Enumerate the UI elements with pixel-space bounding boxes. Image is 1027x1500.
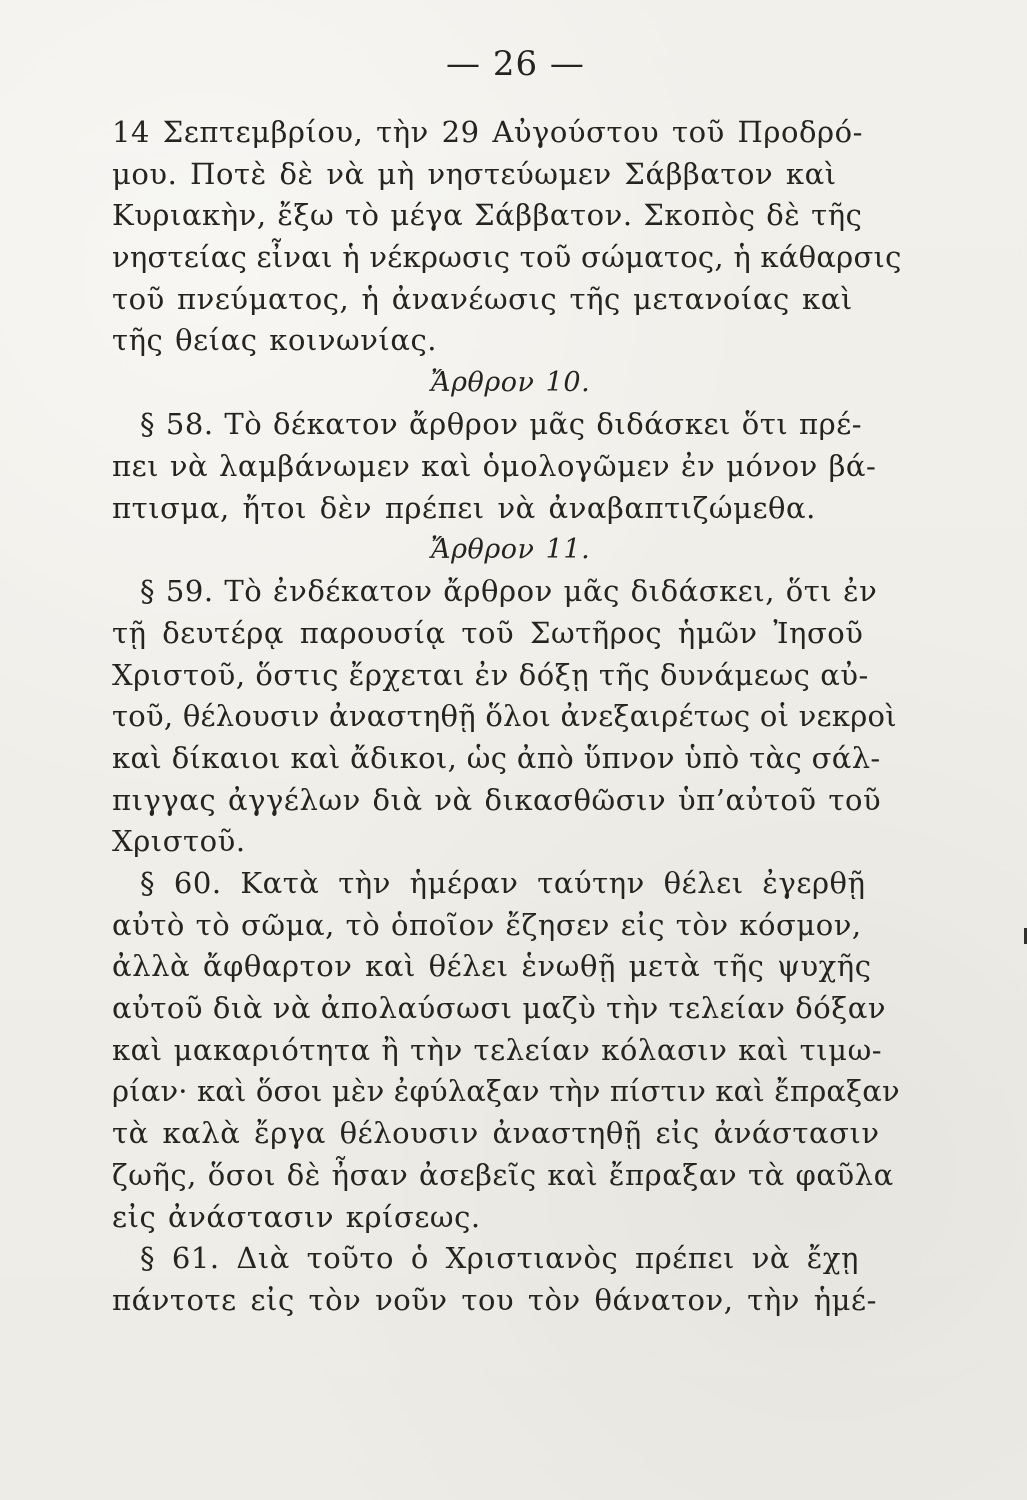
section-line: § 59. Τὸ ἐνδέκατον ἄρθρον μᾶς διδάσκει, ὅτι ἐν xyxy=(140,574,878,609)
text-line: ρίαν· καὶ ὅσοι μὲν ἐφύλαξαν τὴν πίστιν καὶ ἔπραξαν xyxy=(112,1074,900,1109)
text-line: καὶ μακαριότητα ἢ τὴν τελείαν κόλασιν καὶ τιμω- xyxy=(112,1032,883,1067)
text-line: τῆς θείας κοινωνίας. xyxy=(112,323,438,358)
text-line: Κυριακὴν, ἔξω τὸ μέγα Σάββατον. Σκοπὸς δὲ τῆς xyxy=(112,198,863,233)
text-line: αὐτοῦ διὰ νὰ ἀπολαύσωσι μαζὺ τὴν τελείαν δόξαν xyxy=(112,991,887,1026)
text-line: καὶ δίκαιοι καὶ ἄδικοι, ὡς ἀπὸ ὕπνον ὑπὸ τὰς σάλ- xyxy=(112,740,881,775)
text-line: τῇ δευτέρᾳ παρουσίᾳ τοῦ Σωτῆρος ἡμῶν Ἰησοῦ xyxy=(112,615,864,650)
text-line: αὐτὸ τὸ σῶμα, τὸ ὁποῖον ἔζησεν εἰς τὸν κόσμον, xyxy=(112,907,862,942)
text-line: πιγγας ἀγγέλων διὰ νὰ δικασθῶσιν ὑπ’αὐτοῦ τοῦ xyxy=(112,782,882,817)
text-line: ζωῆς, ὅσοι δὲ ἦσαν ἀσεβεῖς καὶ ἔπραξαν τὰ φαῦλα xyxy=(112,1157,894,1192)
text-line: Χριστοῦ, ὅστις ἔρχεται ἐν δόξῃ τῆς δυνάμεως αὐ- xyxy=(112,657,869,692)
section-line: § 61. Διὰ τοῦτο ὁ Χριστιανὸς πρέπει νὰ ἔχῃ xyxy=(140,1241,859,1276)
text-line: τὰ καλὰ ἔργα θέλουσιν ἀναστηθῇ εἰς ἀνάστασιν xyxy=(112,1116,880,1151)
section-line: § 58. Τὸ δέκατον ἄρθρον μᾶς διδάσκει ὅτι πρέ- xyxy=(140,407,863,442)
text-line: πτισμα, ἤτοι δὲν πρέπει νὰ ἀναβαπτιζώμεθα. xyxy=(112,490,816,525)
text-line: πάντοτε εἰς τὸν νοῦν του τὸν θάνατον, τὴν ἡμέ- xyxy=(112,1282,877,1317)
section-line: § 60. Κατὰ τὴν ἡμέραν ταύτην θέλει ἐγερθῇ xyxy=(140,866,866,900)
article-heading: Ἄρθρον 11. xyxy=(430,534,591,566)
text-line: τοῦ, θέλουσιν ἀναστηθῇ ὅλοι ἀνεξαιρέτως οἱ νεκροὶ xyxy=(112,699,897,734)
text-line: μου. Ποτὲ δὲ νὰ μὴ νηστεύωμεν Σάββατον καὶ xyxy=(112,156,837,191)
text-line: Χριστοῦ. xyxy=(112,824,246,859)
body-text xyxy=(112,112,919,1322)
text-line: πει νὰ λαμβάνωμεν καὶ ὁμολογῶμεν ἐν μόνον βά- xyxy=(112,448,877,483)
text-line: τοῦ πνεύματος, ἡ ἀνανέωσις τῆς μετανοίας καὶ xyxy=(112,281,853,316)
text-line: εἰς ἀνάστασιν κρίσεως. xyxy=(112,1199,481,1234)
text-line: 14 Σεπτεμβρίου, τὴν 29 Αὐγούστου τοῦ Προδρό- xyxy=(112,115,863,149)
text-line: ἀλλὰ ἄφθαρτον καὶ θέλει ἑνωθῇ μετὰ τῆς ψυχῆς xyxy=(112,949,872,984)
article-heading: Ἄρθρον 10. xyxy=(430,367,591,399)
page-number: — 26 — xyxy=(446,44,585,84)
text-line: νηστείας εἶναι ἡ νέκρωσις τοῦ σώματος, ἡ κάθαρσις xyxy=(112,240,902,275)
